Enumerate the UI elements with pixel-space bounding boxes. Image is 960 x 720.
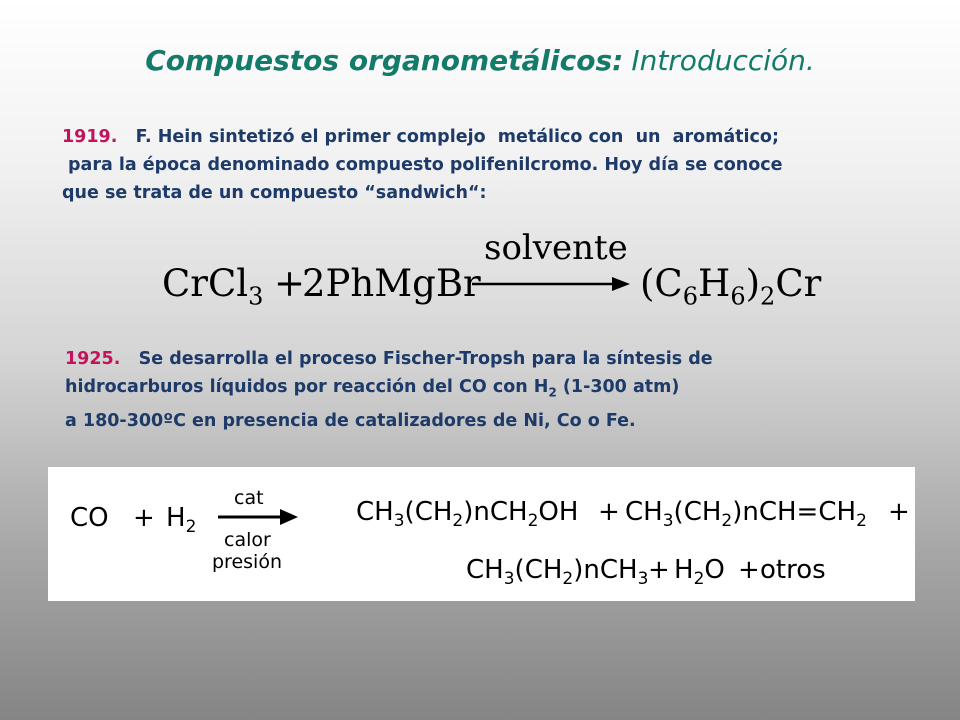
para2-line2-sub: 2 (548, 385, 557, 400)
eq2-presion: presión (212, 551, 282, 573)
eq2-h: H (166, 503, 186, 533)
para1-line3: que se trata de un compuesto “sandwich“: (62, 183, 487, 203)
para1-line2: para la época denominado compuesto polifenilcromo. Hoy día se conoce (68, 155, 783, 175)
eq2-p2a: CH (625, 497, 663, 527)
eq2-p3c: )nCH (573, 555, 638, 585)
title-sub: Introducción. (631, 44, 815, 77)
eq2-h-sub: 2 (185, 517, 197, 538)
eq2-arrow-icon (218, 508, 300, 526)
equation-fischer-tropsch (48, 467, 915, 601)
eq1-p-open: (C (640, 262, 683, 305)
eq1-reactant1 (162, 262, 263, 310)
eq2-p2s1: 3 (662, 511, 674, 532)
eq2-p2c: )nCH=CH (732, 497, 857, 527)
slide-title (0, 44, 960, 77)
eq2-product-alkene (625, 497, 867, 531)
eq2-co: CO (70, 503, 109, 533)
eq2-plus3: + (888, 497, 910, 527)
eq2-p1d: OH (538, 497, 579, 527)
eq2-p1s2: 2 (452, 511, 464, 532)
eq2-plus4: + (648, 555, 670, 585)
eq2-p3b: (CH (514, 555, 563, 585)
eq2-plus: + (133, 503, 155, 533)
para1-line1-text: F. Hein sintetizó el primer complejo metálico con un aromático; (117, 127, 779, 147)
eq2-p2s3: 2 (856, 511, 867, 532)
eq2-p2s2: 2 (721, 511, 733, 532)
eq2-w-sub: 2 (693, 569, 705, 590)
year-1925: 1925. (65, 349, 121, 369)
eq2-others: otros (760, 555, 826, 585)
eq1-condition: solvente (484, 228, 628, 268)
eq2-water (674, 555, 725, 589)
eq1-p-sub3: 2 (760, 282, 776, 311)
eq2-plus2: + (598, 497, 620, 527)
equation-polifenilcromo (162, 228, 842, 311)
eq1-p-close: ) (745, 262, 761, 305)
eq2-w-o: O (704, 555, 725, 585)
year-1919: 1919. (62, 127, 118, 147)
eq2-product-alkane (466, 555, 648, 589)
para2-line2-text: hidrocarburos líquidos por reacción del CO con H (65, 377, 549, 397)
eq2-p2b: (CH (673, 497, 722, 527)
eq2-p1a: CH (356, 497, 394, 527)
paragraph-1925 (65, 345, 713, 435)
para2-line3: a 180-300ºC en presencia de catalizadores de Ni, Co o Fe. (65, 410, 636, 431)
eq2-plus5: + (738, 555, 760, 585)
eq1-p-sub1: 6 (682, 282, 699, 311)
title-main: Compuestos organometálicos: (145, 44, 624, 77)
eq2-calor: calor (224, 529, 271, 551)
eq1-reactant1-sub: 3 (248, 282, 264, 311)
eq1-plus: + (274, 262, 306, 305)
eq1-p-cr: Cr (775, 262, 822, 305)
para2-line1 (65, 345, 713, 373)
eq2-cat: cat (234, 487, 264, 509)
para1-line1 (62, 123, 782, 151)
para2-line1-text: Se desarrolla el proceso Fischer-Tropsh para la síntesis de (120, 349, 713, 369)
para2-line2 (65, 373, 713, 407)
eq2-p1s3: 2 (527, 511, 539, 532)
eq1-p-h: H (698, 262, 731, 305)
eq1-arrow-icon (472, 274, 632, 294)
para2-line2-end: (1-300 atm) (556, 377, 680, 397)
eq2-p3s2: 2 (562, 569, 574, 590)
eq2-p3s3: 3 (637, 569, 649, 590)
eq2-p1c: )nCH (463, 497, 528, 527)
eq2-product-alcohol (356, 497, 578, 531)
eq2-h2 (166, 503, 196, 537)
eq1-product (640, 262, 821, 310)
eq2-w-h: H (674, 555, 694, 585)
eq2-p3s1: 3 (503, 569, 515, 590)
eq1-p-sub2: 6 (730, 282, 746, 311)
eq2-p1b: (CH (404, 497, 453, 527)
eq2-p1s1: 3 (393, 511, 405, 532)
paragraph-1919 (62, 123, 782, 207)
eq1-reactant2: 2PhMgBr (302, 262, 481, 305)
eq2-p3a: CH (466, 555, 504, 585)
eq1-reactant1-text: CrCl (162, 262, 249, 305)
